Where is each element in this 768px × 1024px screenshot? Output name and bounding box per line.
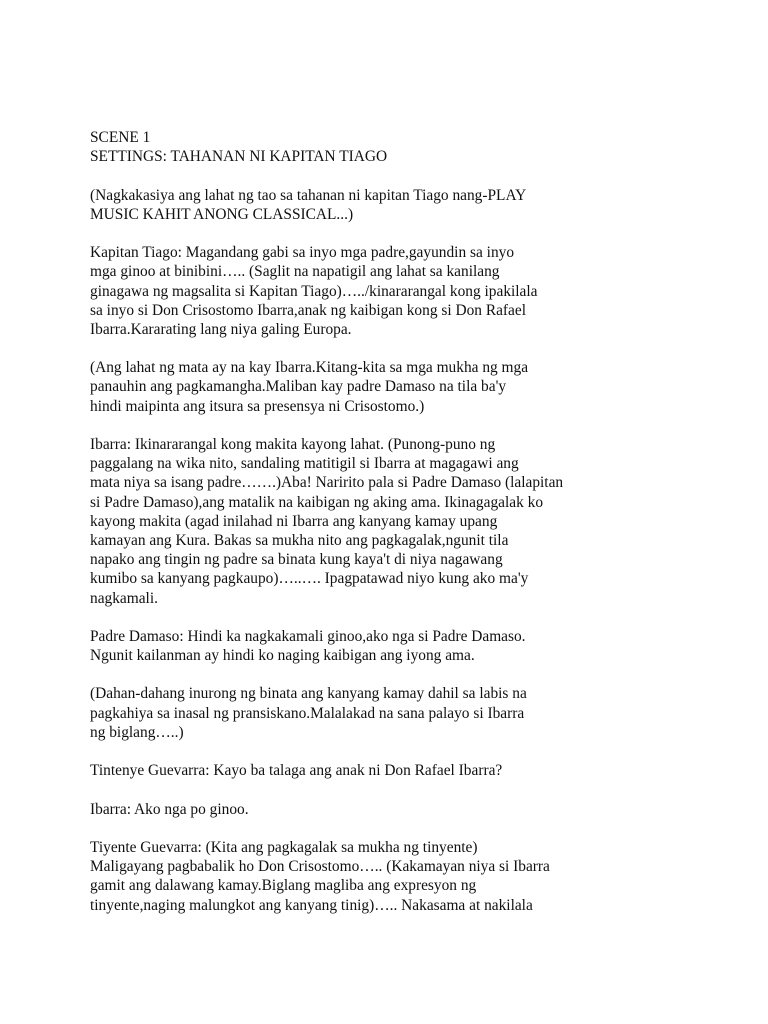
text-line: Ibarra: Ikinararangal kong makita kayong lahat. (Punong-puno ng xyxy=(90,436,496,453)
text-line: si Padre Damaso),ang matalik na kaibigan ng aking ama. Ikinagagalak ko xyxy=(90,493,544,511)
text-line: sa inyo si Don Crisostomo Ibarra,anak ng kaibigan kong si Don Rafael xyxy=(90,301,526,319)
text-line: Padre Damaso: Hindi ka nagkakamali ginoo,ako nga si Padre Damaso. xyxy=(90,627,526,645)
text-line: kumibo sa kanyang pagkaupo)…..…. Ipagpatawad niyo kung ako ma'y xyxy=(90,570,529,588)
paragraph-gap xyxy=(90,166,690,185)
text-line: MUSIC KAHIT ANONG CLASSICAL...) xyxy=(90,205,354,223)
text-line: pagkahiya sa inasal ng pransiskano.Malalakad na sana palayo si Ibarra xyxy=(90,704,525,722)
text-line: gamit ang dalawang kamay.Biglang magliba ang expresyon ng xyxy=(90,877,477,895)
paragraph-gap xyxy=(90,339,690,358)
paragraph-gap xyxy=(90,742,690,761)
paragraph xyxy=(90,800,690,819)
text-line: mata niya sa isang padre…….)Aba! Naririto pala si Padre Damaso (lalapitan xyxy=(90,474,564,492)
paragraph xyxy=(90,186,690,224)
paragraph xyxy=(90,838,690,915)
scene-title: SCENE 1 xyxy=(90,129,151,146)
text-line: Tiyente Guevarra: (Kita ang pagkagalak sa mukha ng tinyente) xyxy=(90,838,478,856)
paragraph-list xyxy=(90,166,690,914)
text-line: hindi maipinta ang itsura sa presensya ni Crisostomo.) xyxy=(90,397,425,415)
text-line: (Nagkakasiya ang lahat ng tao sa tahanan ni kapitan Tiago nang-PLAY xyxy=(90,186,527,204)
paragraph-gap xyxy=(90,780,690,799)
text-line: tinyente,naging malungkot ang kanyang tinig)….. Nakasama at nakilala xyxy=(90,896,533,914)
text-line: mga ginoo at binibini….. (Saglit na napatigil ang lahat sa kanilang xyxy=(90,263,500,281)
text-line: ginagawa ng magsalita si Kapitan Tiago)…../kinararangal kong ipakilala xyxy=(90,282,538,300)
text-line: napako ang tingin ng padre sa binata kung kaya't di niya nagawang xyxy=(90,551,503,569)
paragraph-gap xyxy=(90,416,690,435)
text-line: Ibarra.Kararating lang niya galing Europa. xyxy=(90,320,352,338)
text-line: ng biglang…..) xyxy=(90,723,184,741)
text-line: kamayan ang Kura. Bakas sa mukha nito ang pagkagalak,ngunit tila xyxy=(90,531,509,549)
text-line: paggalang na wika nito, sandaling matitigil si Ibarra at magagawi ang xyxy=(90,455,519,473)
text-line: Ngunit kailanman ay hindi ko naging kaibigan ang iyong ama. xyxy=(90,647,475,665)
text-line: nagkamali. xyxy=(90,589,158,607)
text-line: Ibarra: Ako nga po ginoo. xyxy=(90,800,249,818)
paragraph xyxy=(90,761,690,780)
document-body xyxy=(90,128,690,915)
paragraph-gap xyxy=(90,224,690,243)
paragraph-gap xyxy=(90,665,690,684)
settings-line: SETTINGS: TAHANAN NI KAPITAN TIAGO xyxy=(90,148,388,166)
paragraph xyxy=(90,627,690,665)
paragraph xyxy=(90,435,690,608)
text-line: Tintenye Guevarra: Kayo ba talaga ang anak ni Don Rafael Ibarra? xyxy=(90,762,503,780)
text-line: (Ang lahat ng mata ay na kay Ibarra.Kitang-kita sa mga mukha ng mga xyxy=(90,359,529,377)
text-line: Kapitan Tiago: Magandang gabi sa inyo mga padre,gayundin sa inyo xyxy=(90,244,515,262)
paragraph xyxy=(90,684,690,742)
paragraph xyxy=(90,243,690,339)
text-line: panauhin ang pagkamangha.Maliban kay padre Damaso na tila ba'y xyxy=(90,378,507,396)
text-line: (Dahan-dahang inurong ng binata ang kanyang kamay dahil sa labis na xyxy=(90,685,527,703)
text-line: kayong makita (agad inilahad ni Ibarra ang kanyang kamay upang xyxy=(90,512,498,530)
paragraph-gap xyxy=(90,608,690,627)
paragraph-gap xyxy=(90,819,690,838)
text-line: Maligayang pagbabalik ho Don Crisostomo….. (Kakamayan niya si Ibarra xyxy=(90,858,550,876)
paragraph xyxy=(90,358,690,416)
